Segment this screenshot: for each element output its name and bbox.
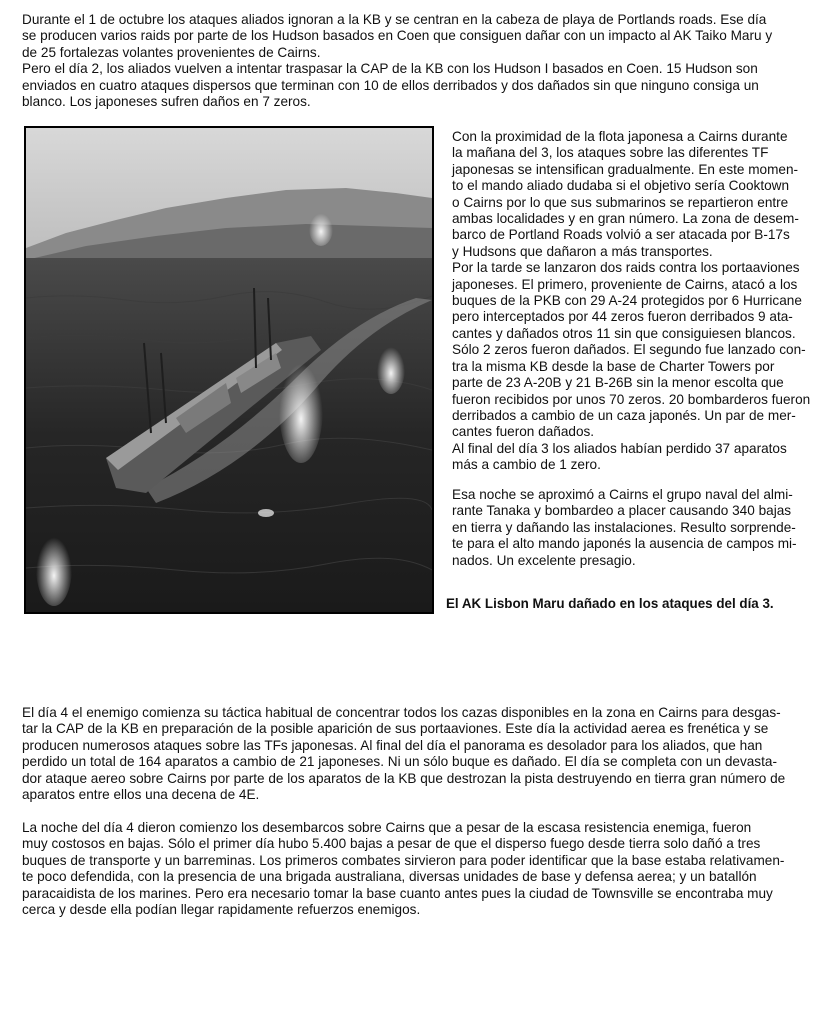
text-line: dor ataque aereo sobre Cairns por parte de los aparatos de la KB que destrozan la pista destruyendo en tierra gran número de <box>22 770 786 786</box>
text-line: La noche del día 4 dieron comienzo los desembarcos sobre Cairns que a pesar de la escasa resistencia enemiga, fueron <box>22 820 752 835</box>
ship-photo-image <box>26 128 432 612</box>
text-line: Por la tarde se lanzaron dos raids contra los portaaviones <box>452 260 800 276</box>
right-column-text <box>452 129 810 474</box>
text-line: aparatos entre ellos una decena de 4E. <box>22 787 260 803</box>
text-line: o Cairns por lo que sus submarinos se repartieron entre <box>452 194 789 210</box>
text-line: en tierra y dañando las instalaciones. Resulto sorprende- <box>452 519 796 535</box>
text-line: se producen varios raids por parte de los Hudson basados en Coen que consiguen dañar con un impacto al AK Taiko Maru y <box>22 28 773 44</box>
text-line: tar la CAP de la KB en preparación de la posible aparición de sus portaaviones. Este día la actividad aerea es frenética y se <box>22 721 769 737</box>
text-line: to el mando aliado dudaba si el objetivo sería Cooktown <box>452 178 790 194</box>
text-line: la mañana del 3, los ataques sobre las diferentes TF <box>452 145 769 161</box>
text-line: derribados a cambio de un caza japonés. Un par de mer- <box>452 407 796 423</box>
text-line: parte de 23 A-20B y 21 B-26B sin la menor escolta que <box>452 375 784 391</box>
text-line: rante Tanaka y bombardeo a placer causando 340 bajas <box>452 503 792 519</box>
text-line: Pero el día 2, los aliados vuelven a intentar traspasar la CAP de la KB con los Hudson I basados en Coen. 15 Hudson son <box>22 61 758 77</box>
text-line: El día 4 el enemigo comienza su táctica habitual de concentrar todos los cazas disponibles en la zona en Cairns para desgas- <box>22 705 781 720</box>
text-line: producen numerosos ataques sobre las TFs japonesas. Al final del día el panorama es desolador para los aliados, que han <box>22 737 763 753</box>
text-line: Al final del día 3 los aliados habían perdido 37 aparatos <box>452 440 787 456</box>
text-line: japoneses. El primero, proveniente de Cairns, atacó a los <box>452 276 798 292</box>
text-line: Esa noche se aproximó a Cairns el grupo naval del almi- <box>452 487 793 502</box>
text-line: más a cambio de 1 zero. <box>452 457 601 473</box>
text-line: barco de Portland Roads volvió a ser atacada por B-17s <box>452 227 790 243</box>
text-line: japonesas se intensifican gradualmente. En este momen- <box>452 161 799 177</box>
text-line: ambas localidades y en gran número. La zona de desem- <box>452 211 799 227</box>
day4-paragraph <box>22 705 785 803</box>
text-line: cerca y desde ella podían llegar rapidamente refuerzos enemigos. <box>22 902 421 918</box>
text-line: buques de la PKB con 29 A-24 protegidos por 6 Hurricane <box>452 293 802 309</box>
text-line: pero interceptados por 44 zeros fueron derribados 9 ata- <box>452 309 793 325</box>
text-line: tra la misma KB desde la base de Charter Towers por <box>452 358 775 374</box>
text-line: paracaidista de los marines. Pero era necesario tomar la base cuanto antes pues la ciudad de Townsville se encontraba muy <box>22 885 773 901</box>
text-line: muy costosos en bajas. Sólo el primer día hubo 5.400 bajas a pesar de que el disperso fuego desde tierra solo dañó a tres <box>22 836 761 852</box>
text-line: Durante el 1 de octubre los ataques aliados ignoran a la KB y se centran en la cabeza de playa de Portlands roads. Ese día <box>22 12 767 27</box>
text-line: de 25 fortalezas volantes provenientes de Cairns. <box>22 44 321 60</box>
text-line: enviados en cuatro ataques dispersos que terminan con 10 de ellos derribados y dos dañados sin que ninguno consiga un <box>22 77 759 93</box>
text-line: cantes y dañados otros 11 sin que consiguiesen blancos. <box>452 325 796 341</box>
text-line: te poco defendida, con la presencia de una brigada australiana, diversas unidades de base y defensa aerea; y un batallón <box>22 869 757 885</box>
text-line: Con la proximidad de la flota japonesa a Cairns durante <box>452 129 788 144</box>
text-line: fueron recibidos por unos 70 zeros. 20 bombarderos fueron <box>452 391 811 407</box>
text-line: blanco. Los japoneses sufren daños en 7 zeros. <box>22 94 311 110</box>
photo-caption: El AK Lisbon Maru dañado en los ataques del día 3. <box>446 596 774 611</box>
text-line: nados. Un excelente presagio. <box>452 552 636 568</box>
text-line: cantes fueron dañados. <box>452 424 595 440</box>
intro-paragraph <box>22 12 772 110</box>
text-line: y Hudsons que dañaron a más transportes. <box>452 243 713 259</box>
right-column-text-2 <box>452 487 797 569</box>
text-line: perdido un total de 164 aparatos a cambio de 21 japoneses. Ni un sólo buque es dañado. El día se completa con un devasta- <box>22 754 777 770</box>
landing-paragraph <box>22 820 784 918</box>
text-line: te para el alto mando japonés la ausencia de campos mi- <box>452 536 797 552</box>
text-line: buques de transporte y un barreminas. Los primeros combates sirvieron para poder identificar que la base estaba relativamen- <box>22 852 785 868</box>
text-line: Sólo 2 zeros fueron dañados. El segundo fue lanzado con- <box>452 342 806 358</box>
ship-photo <box>24 126 434 614</box>
